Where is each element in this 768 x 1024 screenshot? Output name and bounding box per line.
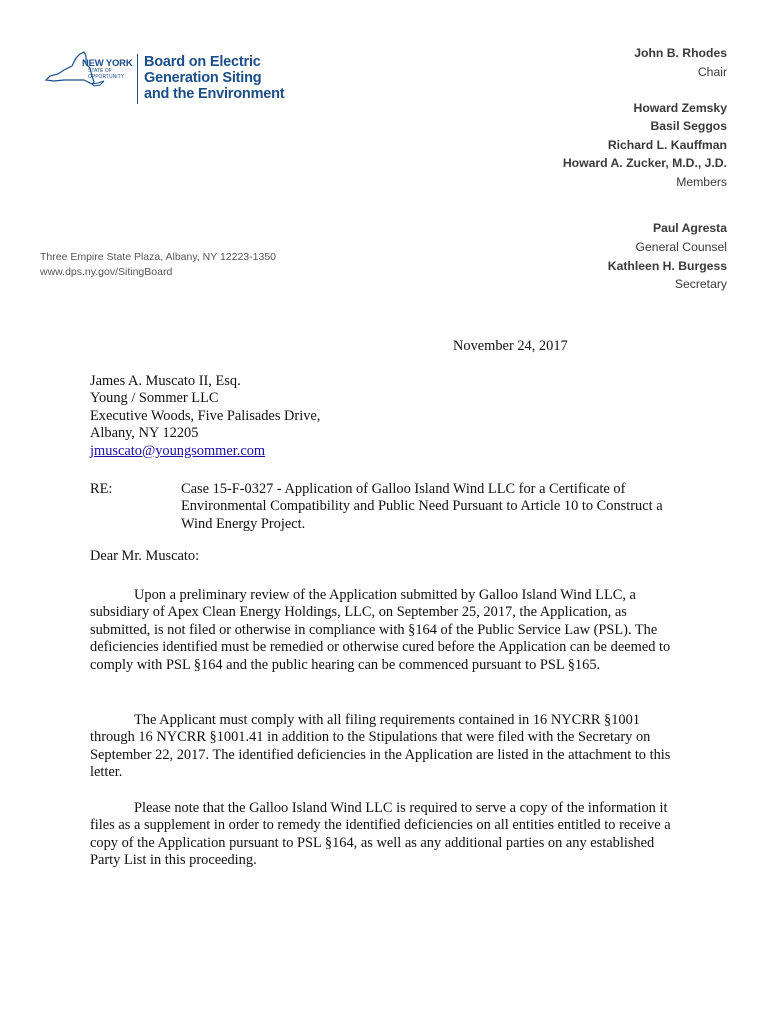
recipient-email-link[interactable]: jmuscato@youngsommer.com [90, 442, 266, 459]
body-paragraph: Please note that the Galloo Island Wind LLC is required to serve a copy of the information it files as a supplement in order to remedy the identified deficiencies on all entities entitled to receive a copy of the Application pursuant to PSL §164, as well as any additional parties on any established Party List in this proceeding. [90, 800, 671, 869]
official-name: Basil Seggos [650, 119, 727, 134]
official-role: General Counsel [635, 239, 727, 254]
logo-state-name: NEW YORK [82, 58, 133, 69]
official-name: Howard Zemsky [633, 100, 727, 115]
official-role: Chair [697, 64, 727, 79]
body-paragraph: The Applicant must comply with all filing requirements contained in 16 NYCRR §1001 through 16 NYCRR §1001.41 in addition to the Stipulations that were filed with the Secretary on September 22, 2017. The identified deficiencies in the Application are listed in the attachment to this letter. [90, 712, 671, 781]
official-name: Howard A. Zucker, M.D., J.D. [562, 156, 727, 171]
salutation: Dear Mr. Muscato: [90, 548, 200, 564]
officials-list [427, 44, 727, 294]
re-subject: Case 15-F-0327 - Application of Galloo Island Wind LLC for a Certificate of Environmental Compatibility and Public Need Pursuant to Article 10 to Construct a Wind Energy Project. [181, 481, 663, 532]
logo-state-tagline: STATE OF OPPORTUNITY [88, 68, 125, 80]
official-name: Richard L. Kauffman [607, 137, 727, 152]
official-role: Members [676, 174, 727, 189]
official-role: Secretary [674, 277, 727, 292]
recipient-street: Executive Woods, Five Palisades Drive, [90, 407, 321, 424]
recipient-block [90, 373, 320, 460]
recipient-city: Albany, NY 12205 [90, 425, 199, 442]
official-name: Paul Agresta [652, 220, 727, 235]
agency-address [40, 250, 276, 280]
re-label: RE: [90, 481, 113, 497]
address-line: Three Empire State Plaza, Albany, NY 12223-1350 [40, 251, 277, 263]
body-paragraph: Upon a preliminary review of the Application submitted by Galloo Island Wind LLC, a subsidiary of Apex Clean Energy Holdings, LLC, on September 25, 2017, the Application, as submitted, is not filed or otherwise in compliance with §164 of the Public Service Law (PSL). The deficiencies identified must be remedied or otherwise cured before the Application can be deemed to comply with PSL §164 and the public hearing can be commenced pursuant to PSL §165. [90, 587, 671, 673]
recipient-name: James A. Muscato II, Esq. [90, 373, 241, 389]
official-name: John B. Rhodes [634, 46, 727, 60]
letter-date: November 24, 2017 [453, 338, 568, 354]
logo-divider [137, 54, 138, 104]
website-link[interactable]: www.dps.ny.gov/SitingBoard [40, 266, 173, 278]
official-name: Kathleen H. Burgess [607, 258, 727, 273]
recipient-firm: Young / Sommer LLC [90, 390, 219, 407]
board-name: Board on Electric Generation Siting and the Environment [144, 54, 285, 102]
agency-logo [44, 50, 304, 110]
